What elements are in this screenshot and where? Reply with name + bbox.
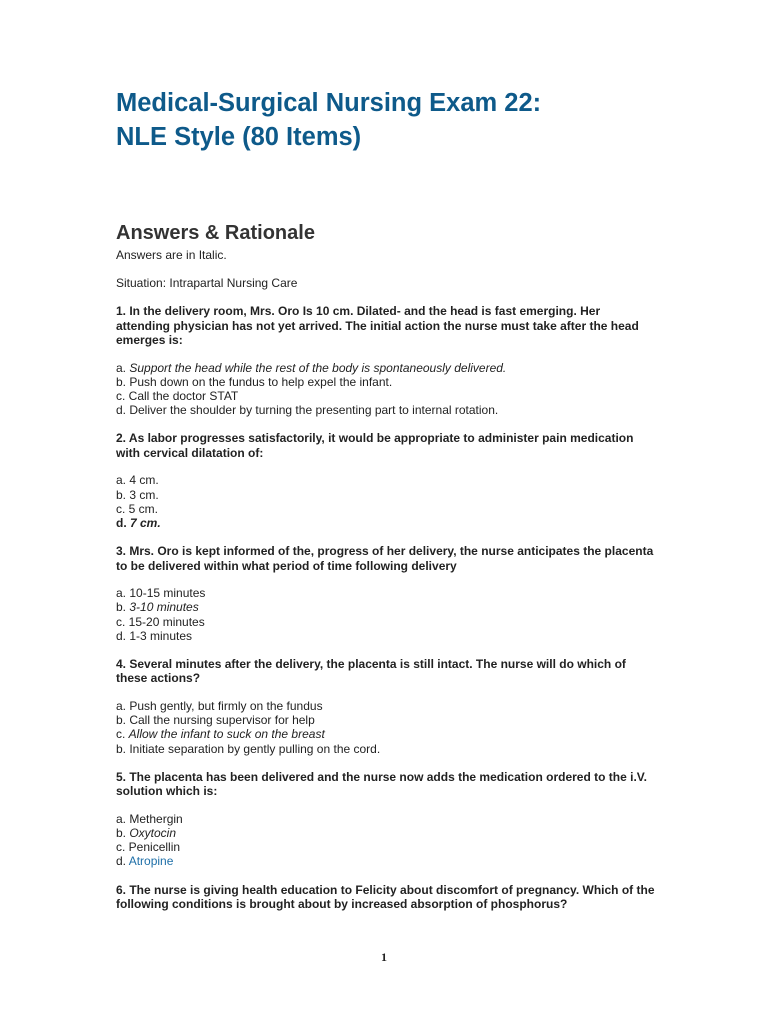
option-letter: d.: [116, 515, 130, 530]
title-line-2: NLE Style (80 Items): [116, 123, 362, 151]
answer-option: [116, 742, 656, 756]
option-letter: a.: [116, 586, 130, 601]
option-letter: c.: [116, 614, 129, 629]
answer-option: [116, 473, 656, 487]
answer-option: [116, 389, 656, 403]
answer-option: [116, 826, 656, 840]
option-letter: d.: [116, 628, 130, 643]
option-letter: b.: [116, 825, 130, 840]
option-text: 3-10 minutes: [129, 600, 199, 615]
option-text: Allow the infant to suck on the breast: [128, 727, 325, 742]
option-text[interactable]: Atropine: [128, 854, 174, 869]
option-text: 3 cm.: [129, 487, 159, 502]
question-text: 5. The placenta has been delivered and the nurse now adds the medication ordered to the i.V. solution which is:: [116, 769, 648, 799]
option-letter: c.: [116, 501, 129, 516]
option-text: Push gently, but firmly on the fundus: [129, 698, 323, 713]
question-text: 2. As labor progresses satisfactorily, it would be appropriate to administer pain medication with cervical dilatation of:: [116, 431, 634, 460]
option-letter: b.: [116, 600, 130, 615]
answer-option: [116, 629, 656, 643]
answer-option: [116, 586, 656, 600]
option-text: 4 cm.: [129, 473, 159, 488]
intro-note: Answers are in Italic.: [116, 248, 227, 262]
option-text: 5 cm.: [128, 501, 159, 516]
question-text: 3. Mrs. Oro is kept informed of the, progress of her delivery, the nurse anticipates the placenta to be delivered within what period of time following delivery: [116, 544, 654, 573]
option-text: 1-3 minutes: [129, 628, 193, 643]
option-text: Call the doctor STAT: [128, 388, 239, 403]
answer-option: [116, 713, 656, 727]
answer-options: [116, 812, 656, 869]
option-text: Penicellin: [128, 840, 181, 855]
situation-label: Situation: Intrapartal Nursing Care: [116, 276, 298, 290]
option-letter: a.: [116, 360, 130, 375]
option-text: Oxytocin: [129, 825, 177, 840]
option-text: 15-20 minutes: [128, 614, 205, 629]
answer-option: [116, 854, 656, 868]
option-text: Push down on the fundus to help expel the infant.: [129, 374, 393, 389]
page-number: 1: [381, 950, 387, 964]
option-text: Support the head while the rest of the body is spontaneously delivered.: [129, 360, 507, 375]
answer-option: [116, 361, 656, 375]
option-text: 10-15 minutes: [129, 586, 206, 601]
option-letter: d.: [116, 854, 129, 869]
option-letter: c.: [116, 840, 129, 855]
answer-option: [116, 502, 656, 516]
option-letter: c.: [116, 388, 129, 403]
document-title: [116, 86, 656, 154]
answer-options: [116, 361, 656, 418]
option-letter: a.: [116, 811, 130, 826]
answer-option: [116, 699, 656, 713]
option-text: Initiate separation by gently pulling on the cord.: [129, 741, 381, 756]
question-list: [116, 304, 656, 912]
option-letter: b.: [116, 741, 130, 756]
answer-options: [116, 586, 656, 643]
option-letter: c.: [116, 727, 129, 742]
option-letter: b.: [116, 487, 130, 502]
answer-option: [116, 375, 656, 389]
answer-option: [116, 727, 656, 741]
answer-option: [116, 488, 656, 502]
title-line-1: Medical-Surgical Nursing Exam 22:: [116, 89, 542, 117]
option-letter: a.: [116, 698, 130, 713]
question-text: 6. The nurse is giving health education to Felicity about discomfort of pregnancy. Which of the following conditions is brought about by increased absorption of phosphorus?: [116, 882, 655, 912]
answer-option: [116, 403, 656, 417]
answer-options: [116, 473, 656, 530]
option-letter: a.: [116, 473, 130, 488]
section-heading: Answers & Rationale: [116, 222, 315, 244]
answer-options: [116, 699, 656, 756]
answer-option: [116, 516, 656, 530]
answer-option: [116, 812, 656, 826]
question-text: 4. Several minutes after the delivery, the placenta is still intact. The nurse will do which of these actions?: [116, 656, 626, 686]
question-text: 1. In the delivery room, Mrs. Oro Is 10 cm. Dilated- and the head is fast emerging. Her attending physician has not yet arrived. The initial action the nurse must take after the head emerges is:: [116, 304, 639, 347]
answer-option: [116, 600, 656, 614]
option-text: Methergin: [129, 811, 183, 826]
option-letter: b.: [116, 713, 130, 728]
answer-option: [116, 615, 656, 629]
option-text: Call the nursing supervisor for help: [129, 713, 315, 728]
option-letter: b.: [116, 374, 130, 389]
document-page: [116, 86, 656, 912]
option-text: Deliver the shoulder by turning the presenting part to internal rotation.: [129, 403, 499, 418]
option-letter: d.: [116, 403, 130, 418]
option-text: 7 cm.: [130, 515, 161, 530]
answer-option: [116, 840, 656, 854]
